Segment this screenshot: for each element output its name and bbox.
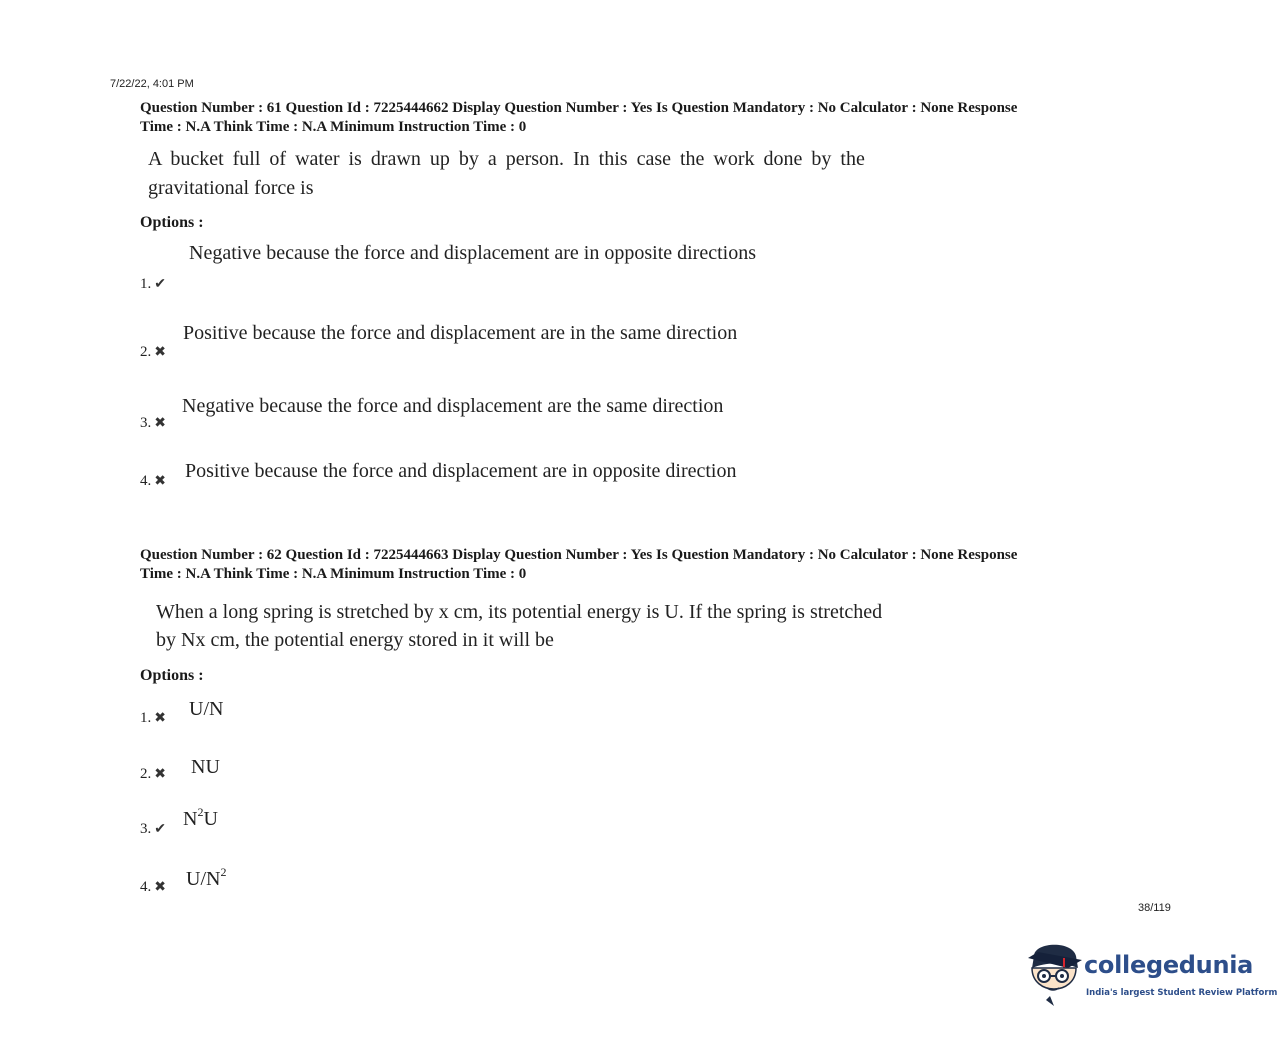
question-meta: [140, 99, 1170, 137]
question-text-line: A bucket full of water is drawn up by a person. In this case the work done by the: [148, 148, 865, 170]
option-number: [140, 820, 166, 838]
question-text-line: gravitational force is: [148, 177, 314, 199]
question-meta-line: Question Number : 62 Question Id : 7225444663 Display Question Number : Yes Is Question Mandatory : No Calculator : None Response: [140, 547, 1018, 563]
option-number: [140, 275, 166, 293]
option-text: Negative because the force and displacement are in opposite directions: [189, 242, 756, 264]
wrong-cross-icon: ✖: [154, 345, 166, 360]
option-text-tail: U: [203, 808, 218, 830]
question-text: [148, 145, 968, 203]
question-meta-line: Time : N.A Think Time : N.A Minimum Instruction Time : 0: [140, 119, 527, 135]
question-text-line: When a long spring is stretched by x cm, its potential energy is U. If the spring is stretched: [156, 601, 883, 623]
wrong-cross-icon: ✖: [154, 416, 166, 431]
option-text: Positive because the force and displacement are in opposite direction: [185, 460, 737, 482]
question-meta-line: Time : N.A Think Time : N.A Minimum Instruction Time : 0: [140, 566, 527, 582]
wrong-cross-icon: ✖: [154, 880, 166, 895]
question-meta: [140, 546, 1170, 584]
option-text: Negative because the force and displacement are the same direction: [182, 395, 724, 417]
print-timestamp: 7/22/22, 4:01 PM: [110, 78, 194, 90]
option-index: 3.: [140, 415, 152, 431]
collegedunia-mascot-icon: [1024, 938, 1086, 1013]
option-index: 3.: [140, 821, 152, 837]
page-number: 38/119: [1138, 902, 1171, 914]
option-number: [140, 472, 166, 490]
option-text-superscript: 2: [220, 865, 227, 879]
option-text-base: U/N: [186, 868, 221, 890]
option-index: 4.: [140, 879, 152, 895]
wrong-cross-icon: ✖: [154, 767, 166, 782]
correct-check-icon: ✔: [154, 822, 166, 837]
option-text: NU: [191, 756, 220, 778]
option-number: [140, 709, 166, 727]
wrong-cross-icon: ✖: [154, 474, 166, 489]
question-meta-line: Question Number : 61 Question Id : 7225444662 Display Question Number : Yes Is Question Mandatory : No Calculator : None Response: [140, 100, 1018, 116]
option-text-base: N: [183, 808, 198, 830]
option-text-superscript: 2: [197, 805, 204, 819]
collegedunia-logo-text: collegedunia: [1084, 951, 1254, 979]
option-text: U/N: [189, 698, 224, 720]
options-label: Options :: [140, 667, 204, 684]
option-index: 2.: [140, 766, 152, 782]
option-number: [140, 414, 166, 432]
question-text: [156, 598, 996, 654]
question-text-line: by Nx cm, the potential energy stored in it will be: [156, 629, 554, 651]
collegedunia-tagline: India's largest Student Review Platform: [1086, 988, 1278, 998]
wrong-cross-icon: ✖: [154, 711, 166, 726]
option-number: [140, 765, 166, 783]
option-text: [186, 865, 227, 891]
option-text: Positive because the force and displacement are in the same direction: [183, 322, 738, 344]
options-label: Options :: [140, 214, 204, 231]
option-text: [183, 805, 218, 831]
option-index: 4.: [140, 473, 152, 489]
option-index: 1.: [140, 276, 152, 292]
option-number: [140, 878, 166, 896]
correct-check-icon: ✔: [154, 277, 166, 292]
option-number: [140, 343, 166, 361]
option-index: 2.: [140, 344, 152, 360]
option-index: 1.: [140, 710, 152, 726]
